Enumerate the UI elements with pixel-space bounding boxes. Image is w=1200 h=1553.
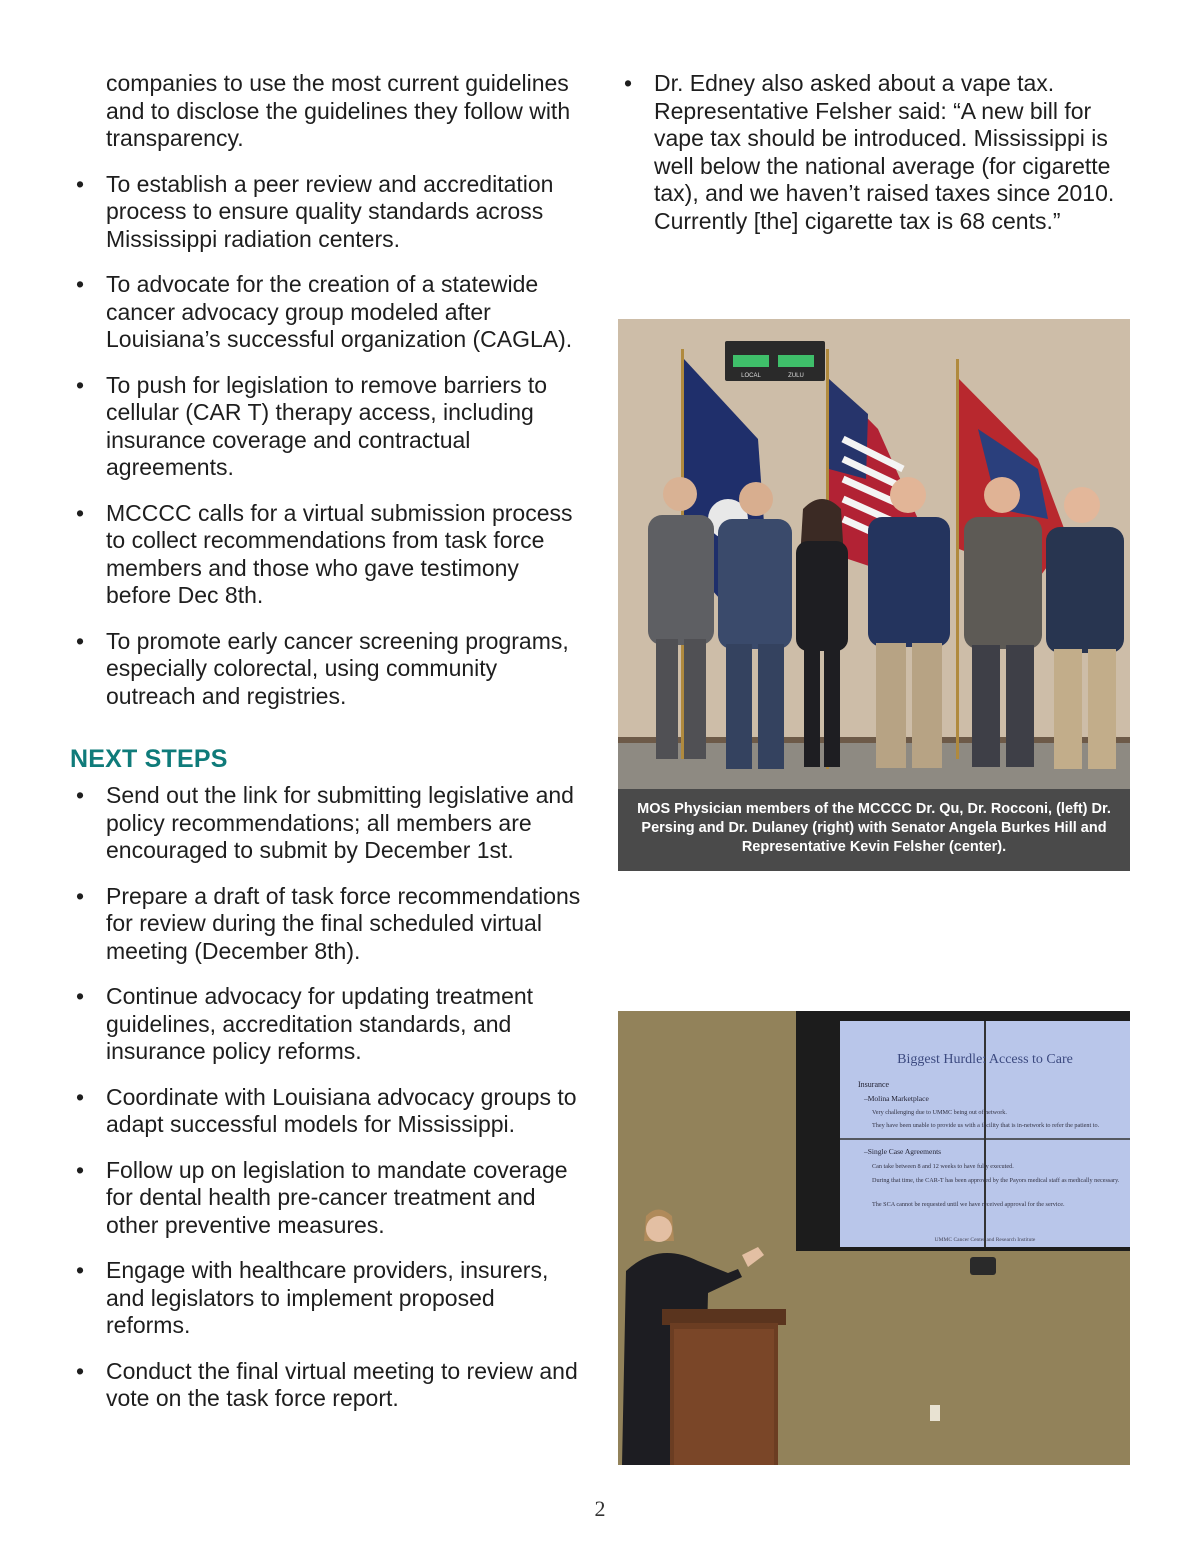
bullet-icon: • [75, 882, 85, 909]
list-item [70, 171, 585, 254]
right-column [618, 70, 1130, 253]
intro-paragraph: companies to use the most current guidelines and to disclose the guidelines they follow with transparency. [106, 70, 571, 151]
slide-line: Very challenging due to UMMC being out of network. [872, 1109, 1007, 1116]
bullet-icon: • [75, 170, 85, 197]
page-number: 2 [594, 1496, 606, 1521]
list-item [618, 70, 1130, 235]
list-item-text: To promote early cancer screening programs, especially colorectal, using community outreach and registries. [106, 627, 569, 709]
photo-caption: MOS Physician members of the MCCCC Dr. Qu, Dr. Rocconi, (left) Dr. Persing and Dr. Dulaney (right) with Senator Angela Burkes Hill and Representative Kevin Felsher (center). [618, 789, 1130, 871]
slide-line: Insurance [858, 1080, 890, 1089]
slide-line: –Molina Marketplace [864, 1094, 929, 1103]
bullet-icon: • [75, 983, 85, 1009]
group-photo [618, 319, 1130, 871]
bullet-icon: • [75, 627, 85, 654]
bullet-icon: • [75, 1156, 85, 1183]
next-steps-list [70, 782, 585, 1413]
list-item [70, 1157, 585, 1240]
list-item [70, 1084, 585, 1139]
clock-label-zulu: ZULU [788, 373, 804, 379]
list-item-text: Continue advocacy for updating treatment guidelines, accreditation standards, and insurance policy reforms. [106, 983, 534, 1064]
list-item [70, 500, 585, 610]
slide-line: –Single Case Agreements [864, 1147, 942, 1156]
list-item-text: To establish a peer review and accreditation process to ensure quality standards across Mississippi radiation centers. [106, 170, 554, 252]
bullet-icon: • [75, 1257, 85, 1283]
slide-line: The SCA cannot be requested until we have received approval for the service. [872, 1201, 1065, 1208]
slide-title: Biggest Hurdle: Access to Care [897, 1052, 1073, 1067]
list-item-text: Prepare a draft of task force recommendations for review during the final scheduled virtual meeting (December 8th). [106, 882, 581, 964]
bullet-icon: • [75, 782, 85, 808]
bullet-icon: • [75, 371, 85, 398]
clock-label-local: LOCAL [741, 373, 761, 379]
left-column [70, 70, 585, 1431]
list-item-text: Send out the link for submitting legislative and policy recommendations; all members are encouraged to submit by December 1st. [106, 782, 574, 863]
slide-line: During that time, the CAR-T has been approved by the Payors medical staff as medically necessary. [872, 1177, 1120, 1184]
right-bullet-list [618, 70, 1130, 235]
slide-line: Can take between 8 and 12 weeks to have fully executed. [872, 1163, 1014, 1170]
recommendations-list [70, 171, 585, 711]
list-item [70, 372, 585, 482]
list-item-text: To push for legislation to remove barriers to cellular (CAR T) therapy access, including insurance coverage and contractual agreements. [106, 371, 548, 480]
list-item-text: To advocate for the creation of a statewide cancer advocacy group modeled after Louisiana’s successful organization (CAGLA). [106, 271, 573, 352]
slide-line: UMMC Cancer Center and Research Institute [934, 1237, 1036, 1243]
list-item [70, 1358, 585, 1413]
list-item-text: Dr. Edney also asked about a vape tax. Representative Felsher said: “A new bill for vape tax should be introduced. Mississippi is well below the national average (for cigarette tax), and we haven’t raised taxes since 2010. Currently [the] cigarette tax is 68 cents.” [654, 70, 1115, 234]
list-item [70, 983, 585, 1066]
list-item-text: Follow up on legislation to mandate coverage for dental health pre-cancer treatment and other preventive measures. [106, 1156, 568, 1238]
presentation-photo [618, 1011, 1130, 1465]
next-steps-heading: NEXT STEPS [70, 745, 228, 773]
bullet-icon: • [75, 1357, 85, 1384]
list-item [70, 628, 585, 711]
bullet-icon: • [75, 271, 85, 297]
list-item [70, 271, 585, 354]
bullet-icon: • [75, 1083, 85, 1110]
list-item-text: Engage with healthcare providers, insurers, and legislators to implement proposed reforms. [106, 1257, 549, 1338]
list-item [70, 883, 585, 966]
list-item-text: Coordinate with Louisiana advocacy groups to adapt successful models for Mississippi. [106, 1083, 577, 1137]
presentation-photo-illustration [618, 1011, 1130, 1465]
list-item [70, 1257, 585, 1340]
bullet-icon: • [75, 499, 85, 526]
bullet-icon: • [623, 70, 633, 96]
list-item-text: Conduct the final virtual meeting to review and vote on the task force report. [106, 1357, 578, 1411]
list-item-text: MCCCC calls for a virtual submission process to collect recommendations from task force members and those who gave testimony before Dec 8th. [106, 499, 573, 608]
slide-line: They have been unable to provide us with a facility that is in-network to refer the patient to. [872, 1122, 1100, 1129]
list-item [70, 782, 585, 865]
